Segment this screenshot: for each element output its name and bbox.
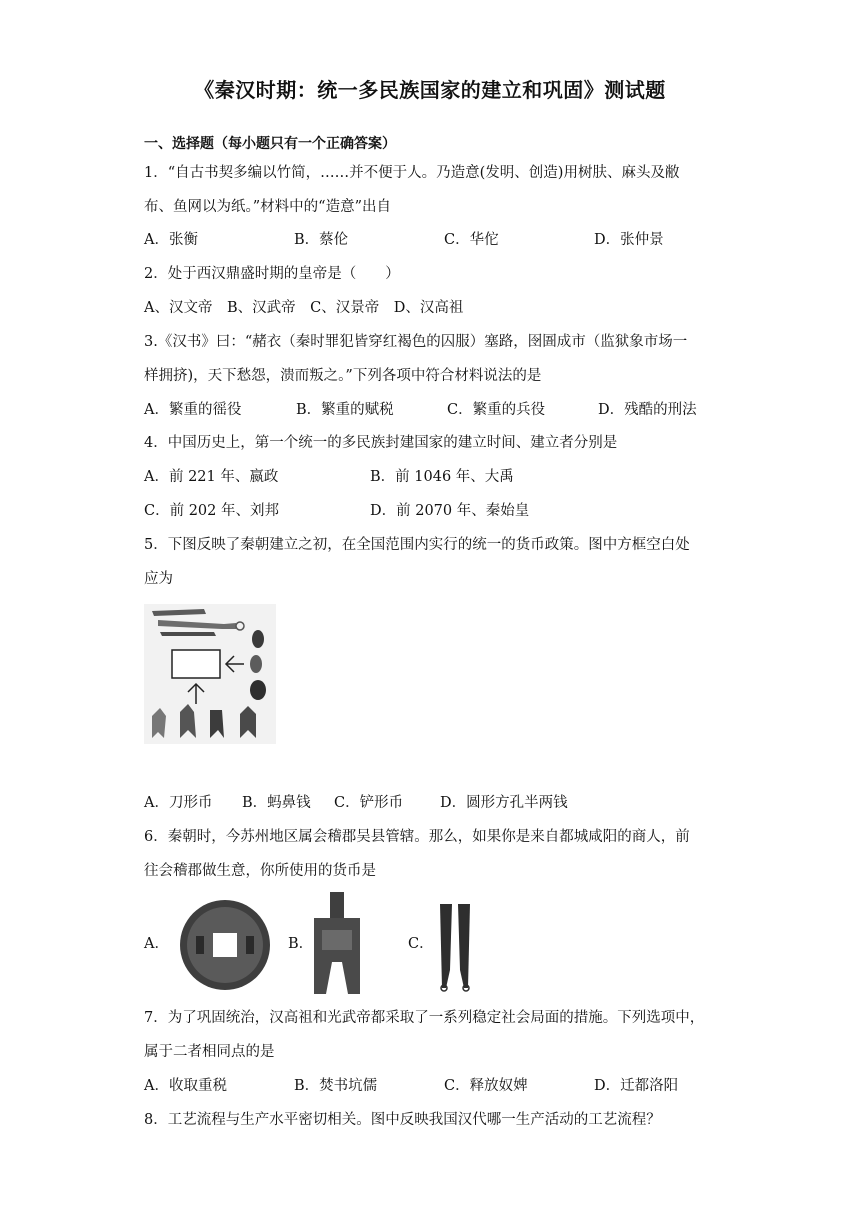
question-4-text: 4．中国历史上，第一个统一的多民族封建国家的建立时间、建立者分别是 (144, 435, 618, 451)
q5-option-a[interactable]: A．刀形币 (144, 795, 213, 811)
question-1-text: 1．“自古书契多编以竹简，……并不便于人。乃造意(发明、创造)用树肤、麻头及敝 (144, 165, 680, 181)
q3-option-d[interactable]: D．残酷的刑法 (598, 402, 697, 418)
question-2-text: 2．处于西汉鼎盛时期的皇帝是（ ） (144, 266, 400, 282)
q5-option-d[interactable]: D．圆形方孔半两钱 (440, 795, 568, 811)
q7-option-b[interactable]: B．焚书坑儒 (294, 1078, 378, 1094)
question-8-text: 8．工艺流程与生产水平密切相关。图中反映我国汉代哪一生产活动的工艺流程？ (144, 1112, 661, 1128)
question-1-text-cont: 布、鱼网以为纸。”材料中的“造意”出自 (144, 199, 391, 215)
q7-option-c[interactable]: C．释放奴婢 (444, 1078, 528, 1094)
question-6-text: 6．秦朝时，今苏州地区属会稽郡吴县管辖。那么，如果你是来自都城咸阳的商人，前 (144, 829, 690, 845)
question-5-text: 5．下图反映了秦朝建立之初，在全国范围内实行的统一的货币政策。图中方框空白处 (144, 537, 690, 553)
q3-option-a[interactable]: A．繁重的徭役 (144, 402, 242, 418)
q4-option-c[interactable]: C．前 202 年、刘邦 (144, 503, 279, 519)
blank-box (172, 650, 220, 678)
question-7-text: 7．为了巩固统治，汉高祖和光武帝都采取了一系列稳定社会局面的措施。下列选项中， (144, 1010, 705, 1026)
q1-option-c[interactable]: C．华佗 (444, 232, 499, 248)
q7-option-d[interactable]: D．迁都洛阳 (594, 1078, 679, 1094)
question-5-text-cont: 应为 (144, 571, 173, 587)
round-coin-icon[interactable] (176, 896, 274, 994)
spade-coin-icon[interactable] (308, 890, 366, 998)
q2-options[interactable]: A、汉文帝 B、汉武帝 C、汉景帝 D、汉高祖 (144, 300, 464, 316)
q3-option-b[interactable]: B．繁重的赋税 (296, 402, 394, 418)
q5-option-c[interactable]: C．铲形币 (334, 795, 404, 811)
knife-coin-pair-icon[interactable] (436, 900, 474, 992)
question-3-text: 3.《汉书》曰：“赭衣（秦时罪犯皆穿红褐色的囚服）塞路，囹圄成市（监狱象市场一 (144, 334, 688, 350)
q1-option-a[interactable]: A．张衡 (144, 232, 198, 248)
question-6-text-cont: 往会稽郡做生意，你所使用的货币是 (144, 863, 376, 879)
q6-option-b-label[interactable]: B． (288, 936, 314, 952)
q3-option-c[interactable]: C．繁重的兵役 (447, 402, 546, 418)
question-7-text-cont: 属于二者相同点的是 (144, 1044, 275, 1060)
q4-option-a[interactable]: A．前 221 年、嬴政 (144, 469, 279, 485)
q7-option-a[interactable]: A．收取重税 (144, 1078, 227, 1094)
q1-option-b[interactable]: B．蔡伦 (294, 232, 349, 248)
q1-option-d[interactable]: D．张仲景 (594, 232, 664, 248)
q4-option-d[interactable]: D．前 2070 年、秦始皇 (370, 503, 530, 519)
page-title: 《秦汉时期：统一多民族国家的建立和巩固》测试题 (194, 78, 666, 102)
q4-option-b[interactable]: B．前 1046 年、大禹 (370, 469, 514, 485)
question-3-text-cont: 样拥挤)，天下愁怨，溃而叛之。”下列各项中符合材料说法的是 (144, 368, 542, 384)
q6-option-c-label[interactable]: C． (408, 936, 434, 952)
q6-option-a-label[interactable]: A． (144, 936, 169, 952)
q5-option-b[interactable]: B．蚂鼻钱 (242, 795, 311, 811)
currency-diagram-figure (144, 604, 276, 744)
section-heading: 一、选择题（每小题只有一个正确答案） (144, 136, 396, 152)
